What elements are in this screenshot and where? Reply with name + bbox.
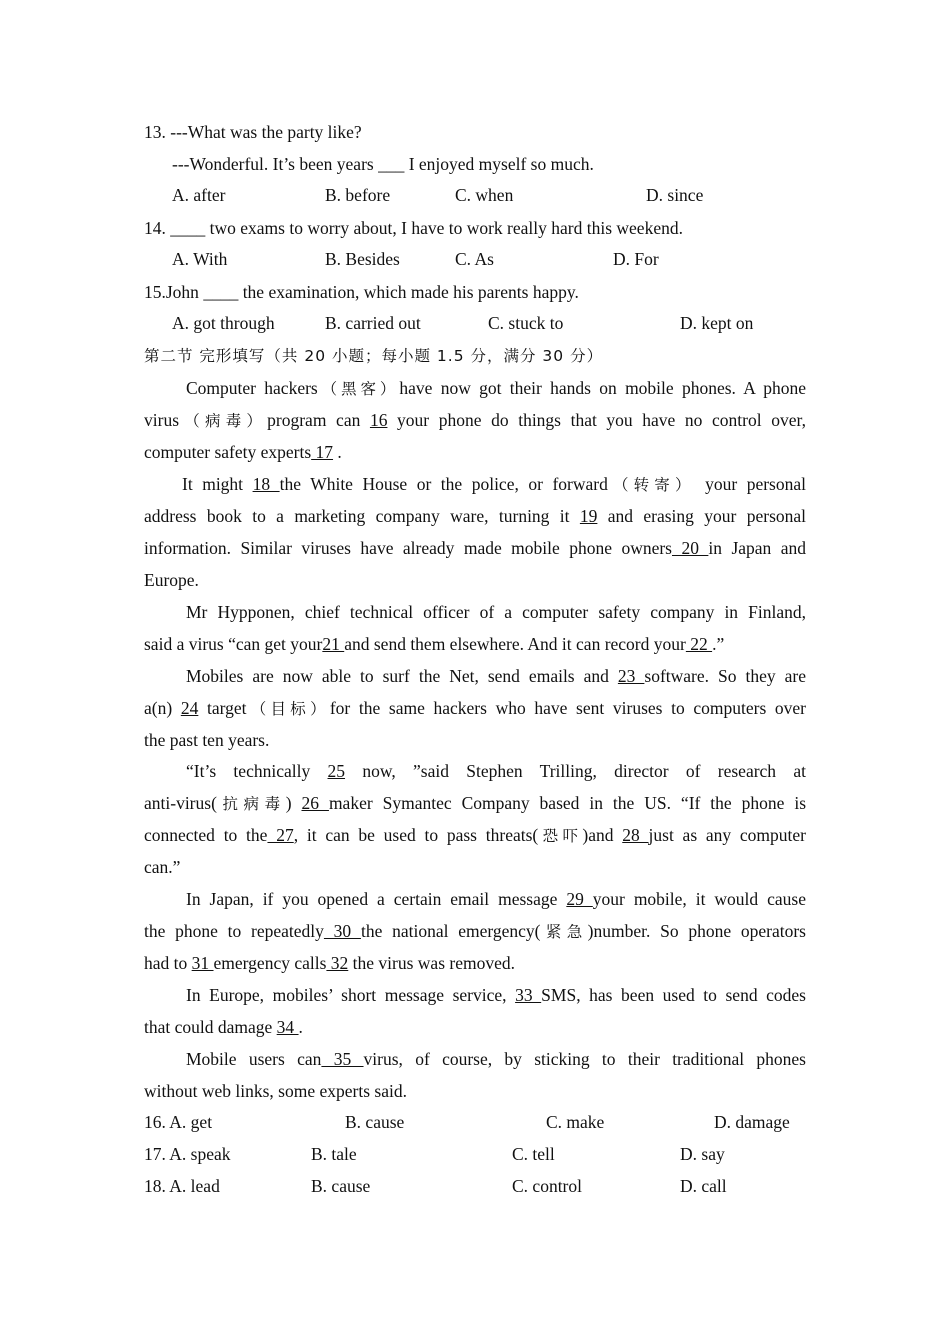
q13-option-b: B. before	[325, 185, 391, 205]
q13-stem: 13. ---What was the party like?	[144, 122, 362, 142]
q15-blank: ____	[203, 282, 239, 302]
passage-line: the phone to repeatedly 30 the national emergency(紧急)number. So phone operators	[144, 921, 806, 941]
passage-line: connected to the 27, it can be used to pass threats(恐吓)and 28 just as any computer	[144, 825, 807, 845]
blank-19: 19	[579, 506, 598, 526]
blank-33: 33	[515, 985, 542, 1005]
passage-line: Mobile users can 35 virus, of course, by sticking to their traditional phones	[186, 1049, 806, 1069]
q16-option-d: D. damage	[714, 1112, 790, 1132]
blank-31: 31	[191, 953, 214, 973]
passage-line: anti-virus(抗病毒) 26 maker Symantec Company based in the US. “If the phone is	[144, 793, 807, 813]
q15-stem: 15.John ____ the examination, which made his parents happy.	[144, 282, 579, 302]
q17-option-a: 17. A. speak	[144, 1144, 231, 1164]
passage-line: can.”	[144, 857, 181, 877]
section-title: 第二节 完形填写（共 20 小题；每小题 1.5 分，满分 30 分）	[144, 347, 604, 365]
q15-option-a: A. got through	[172, 313, 275, 333]
q17-option-c: C. tell	[512, 1144, 555, 1164]
blank-34: 34	[276, 1017, 299, 1037]
passage-line: “It’s technically 25 now, ”said Stephen Trilling, director of research at	[186, 761, 806, 781]
blank-18: 18	[252, 474, 280, 494]
passage-line: without web links, some experts said.	[144, 1081, 407, 1101]
q14-option-a: A. With	[172, 249, 228, 269]
q13-reply: ---Wonderful. It’s been years ___ I enjoyed myself so much.	[172, 154, 594, 174]
q15-option-c: C. stuck to	[488, 313, 564, 333]
passage-line: said a virus “can get your21 and send them elsewhere. And it can record your 22 .”	[144, 634, 725, 654]
q18-option-a: 18. A. lead	[144, 1176, 220, 1196]
passage-line: Computer hackers（黑客）have now got their hands on mobile phones. A phone	[186, 378, 806, 398]
q16-option-c: C. make	[546, 1112, 605, 1132]
q13-option-a: A. after	[172, 185, 226, 205]
passage-line: virus（病毒）program can 16 your phone do things that you have no control over,	[144, 410, 806, 430]
passage-line: computer safety experts 17 .	[144, 442, 342, 462]
blank-21: 21	[322, 634, 345, 654]
blank-28: 28	[622, 825, 649, 845]
blank-24: 24	[180, 698, 199, 718]
q18-option-d: D. call	[680, 1176, 727, 1196]
passage-line: Mr Hypponen, chief technical officer of a computer safety company in Finland,	[186, 602, 806, 622]
q14-stem: 14. ____ two exams to worry about, I have to work really hard this weekend.	[144, 218, 683, 238]
passage-line: In Europe, mobiles’ short message service, 33 SMS, has been used to send codes	[186, 985, 806, 1005]
blank-16: 16	[369, 410, 388, 430]
passage-line: a(n) 24 target（目标）for the same hackers who have sent viruses to computers over	[144, 698, 806, 718]
q16-option-a: 16. A. get	[144, 1112, 213, 1132]
q15-option-d: D. kept on	[680, 313, 754, 333]
passage-line: Mobiles are now able to surf the Net, send emails and 23 software. So they are	[186, 666, 806, 686]
blank-30: 30	[323, 921, 361, 941]
q13-option-c: C. when	[455, 185, 514, 205]
blank-22: 22	[685, 634, 713, 654]
blank-35: 35	[321, 1049, 364, 1069]
q13-option-d: D. since	[646, 185, 704, 205]
passage-line: It might 18 the White House or the police, or forward（转寄） your personal	[182, 474, 806, 494]
q17-option-b: B. tale	[311, 1144, 357, 1164]
q15-option-b: B. carried out	[325, 313, 421, 333]
blank-27: 27	[267, 825, 294, 845]
blank-20: 20	[672, 538, 709, 558]
q14-option-c: C. As	[455, 249, 494, 269]
blank-32: 32	[326, 953, 349, 973]
passage-line: the past ten years.	[144, 730, 270, 750]
q14-option-d: D. For	[613, 249, 659, 269]
q14-option-b: B. Besides	[325, 249, 400, 269]
blank-26: 26	[301, 793, 329, 813]
q16-option-b: B. cause	[345, 1112, 405, 1132]
q14-blank: ____	[170, 218, 206, 238]
blank-23: 23	[617, 666, 645, 686]
q18-option-c: C. control	[512, 1176, 582, 1196]
q17-option-d: D. say	[680, 1144, 725, 1164]
passage-line: In Japan, if you opened a certain email message 29 your mobile, it would cause	[186, 889, 806, 909]
passage-line: that could damage 34 .	[144, 1017, 303, 1037]
passage-line: information. Similar viruses have already made mobile phone owners 20 in Japan and	[144, 538, 807, 558]
q18-option-b: B. cause	[311, 1176, 371, 1196]
q13-blank: ___	[378, 154, 405, 174]
blank-25: 25	[327, 761, 346, 781]
passage-line: address book to a marketing company ware, turning it 19 and erasing your personal	[144, 506, 807, 526]
passage-line: had to 31 emergency calls 32 the virus was removed.	[144, 953, 515, 973]
passage-line: Europe.	[144, 570, 199, 590]
blank-17: 17	[311, 442, 334, 462]
blank-29: 29	[566, 889, 593, 909]
